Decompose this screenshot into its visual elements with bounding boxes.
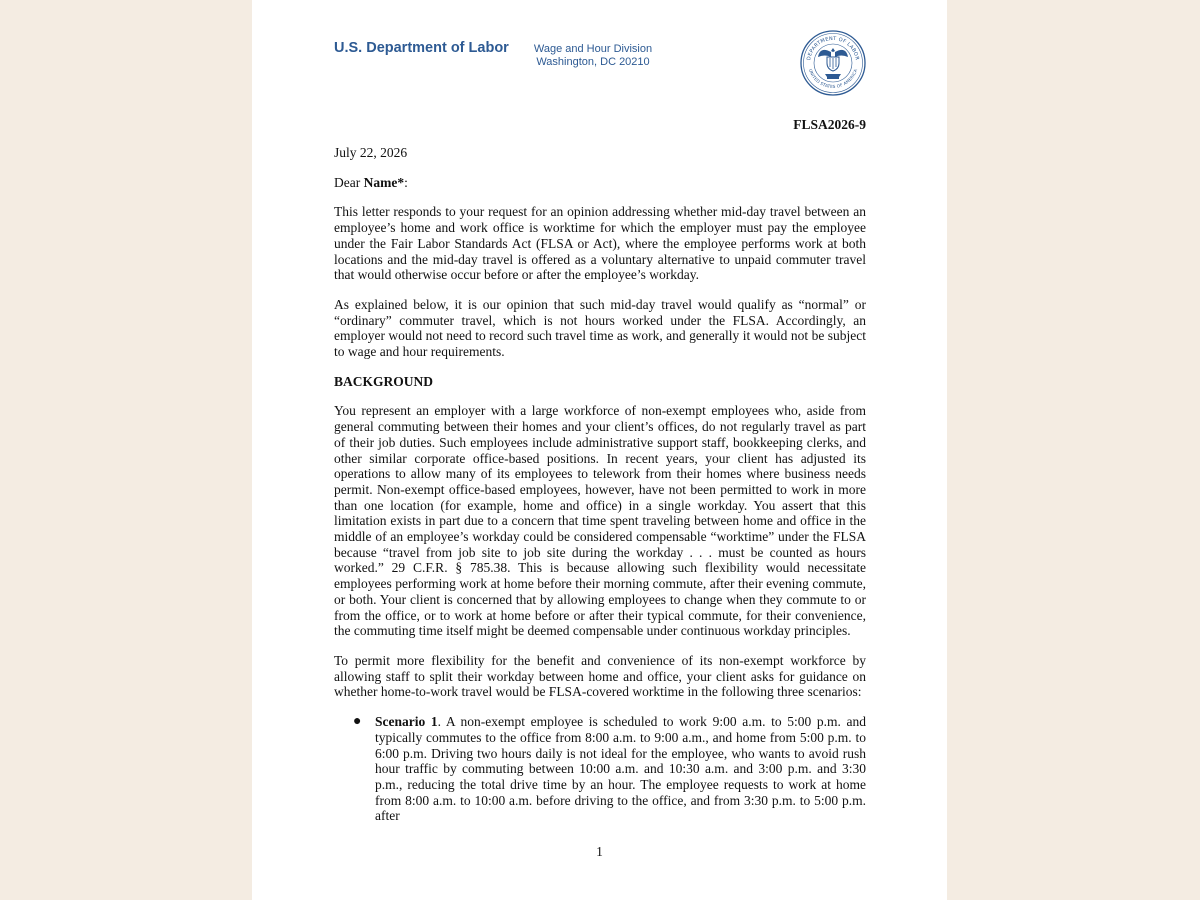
letter-body — [334, 145, 866, 824]
svg-text:DEPARTMENT OF LABOR: DEPARTMENT OF LABOR — [806, 35, 860, 61]
agency-name: U.S. Department of Labor — [334, 40, 509, 56]
salutation-name: Name* — [363, 174, 405, 190]
scenario-1-label: Scenario 1 — [375, 714, 438, 730]
paragraph-background: You represent an employer with a large workforce of non-exempt employees who, aside from general commuting between their homes and your client’s offices, do not regularly travel as part of their job duties. Such employees include administrative support staff, bookkeeping clerks, and other similar corporate office-based positions. In recent years, your client has adjusted its operations to allow many of its employees to telework from their homes where business needs permit. Non-exempt office-based employees, however, have not been permitted to work in more than one location (for example, home and office) in a single workday. You assert that this limitation exists in part due to a concern that time spent traveling between home and office in the middle of an employee’s workday could be considered compensable “worktime” under the FLSA because “travel from job site to job site during the workday . . . must be counted as hours worked.” 29 C.F.R. § 785.38. This is because allowing such flexibility would necessitate employees performing work at home before their morning commute, after their evening commute, or both. Your client is concerned that by allowing employees to change when they commute to or from the office, or to work at home before or after their typical commute, for their convenience, the commuting time itself might be deemed compensable under continuous workday principles. — [334, 403, 866, 639]
salutation-prefix: Dear — [334, 174, 364, 190]
opinion-letter-number: FLSA2026-9 — [793, 117, 866, 132]
scenario-1-text: . A non-exempt employee is scheduled to work 9:00 a.m. to 5:00 p.m. and typically commutes to the office from 8:00 a.m. to 9:00 a.m., and home from 5:00 p.m. to 6:00 p.m. Driving two hours daily is not ideal for the employee, who wants to avoid rush hour traffic by commuting between 10:00 a.m. and 10:30 a.m. and 3:00 p.m. and 3:30 p.m., reducing the total drive time by an hour. The employee requests to work at home from 8:00 a.m. to 10:00 a.m. before driving to the office, and from 3:30 p.m. to 5:00 p.m. after — [375, 714, 867, 824]
paragraph-intro: This letter responds to your request for an opinion addressing whether mid-day travel between an employee’s home and work office is worktime for which the employer must pay the employee under the Fair Labor Standards Act (FLSA or Act), where the employee performs work at both locations and the mid-day travel is offered as a voluntary alternative to unpaid commuter travel that would otherwise occur before or after the employee’s workday. — [334, 204, 866, 283]
division-name: Wage and Hour Division — [533, 43, 653, 55]
page-number: 1 — [596, 844, 603, 859]
document-page — [252, 0, 947, 900]
division-address — [528, 43, 658, 69]
dol-seal-icon — [800, 30, 866, 96]
salutation — [334, 175, 866, 191]
division-city: Washington, DC 20210 — [536, 56, 650, 68]
salutation-suffix: : — [404, 174, 408, 190]
paragraph-opinion-summary: As explained below, it is our opinion that such mid-day travel would qualify as “normal” or “ordinary” commuter travel, which is not hours worked under the FLSA. Accordingly, an employer would not need to record such travel time as work, and generally it would not be subject to wage and hour requirements. — [334, 296, 866, 360]
letter-date: July 22, 2026 — [334, 145, 408, 160]
paragraph-request: To permit more flexibility for the benefit and convenience of its non-exempt workforce by allowing staff to split their workday between home and office, your client asks for guidance on whether home-to-work travel would be FLSA-covered worktime in the following three scenarios: — [334, 652, 866, 700]
scenario-list — [334, 714, 866, 824]
bullet-icon: ● — [353, 714, 362, 730]
list-item-scenario-1 — [334, 714, 866, 824]
svg-text:UNITED STATES OF AMERICA: UNITED STATES OF AMERICA — [807, 68, 859, 90]
section-heading-background: BACKGROUND — [334, 373, 434, 389]
